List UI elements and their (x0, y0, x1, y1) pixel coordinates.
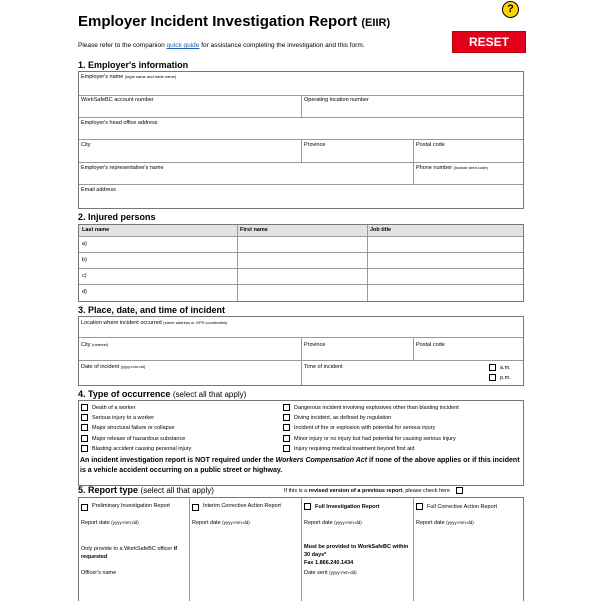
col-job-title: Job title (367, 225, 523, 236)
account-number-field[interactable]: WorkSafeBC account number (81, 97, 154, 103)
interim-report-date-field[interactable]: Report date (yyyy-mm-dd) (192, 520, 250, 526)
prelim-report-checkbox[interactable]: Preliminary Investigation Report (81, 503, 185, 511)
incident-city-field[interactable]: City (nearest) (81, 342, 109, 348)
section-report-type-title: 5. Report type (select all that apply) (78, 485, 214, 495)
prelim-report-date-field[interactable]: Report date (yyyy-mm-dd) (81, 520, 139, 526)
must-provide-note: Must be provided to WorkSafeBC within 30 days* Fax 1.866.240.1434 (304, 544, 409, 566)
intro-text: Please refer to the companion quick guide for assistance completing the investigation and this form. (78, 42, 365, 49)
col-first-name: First name (237, 225, 367, 236)
location-number-field[interactable]: Operating location number (304, 97, 369, 103)
form-code: (EIIR) (361, 17, 391, 29)
location-field[interactable]: Location where incident occurred (street address or GPS coordinates) (81, 320, 228, 326)
revised-report-checkbox[interactable]: If this is a revised version of a previous report, please check here (284, 487, 467, 494)
occurrence-checkbox[interactable]: Dangerous incident involving explosives other than blasting incident (283, 403, 459, 413)
phone-field[interactable]: Phone number (include area code) (416, 165, 488, 171)
page-title: Employer Incident Investigation Report (EIIR) (78, 13, 391, 30)
section-injured-title: 2. Injured persons (78, 212, 156, 222)
pm-checkbox[interactable]: p.m. (489, 374, 511, 381)
employer-info-box (78, 71, 524, 209)
interim-report-checkbox[interactable]: Interim Corrective Action Report (192, 503, 296, 511)
head-office-field[interactable]: Employer's head office address (81, 120, 158, 126)
table-row[interactable]: d) (82, 289, 87, 295)
officer-name-field[interactable]: Officer's name (81, 570, 117, 576)
am-checkbox[interactable]: a.m. (489, 364, 511, 371)
occurrence-checkbox[interactable]: Injury requiring medical treatment beyond first aid (283, 444, 414, 454)
occurrence-checkbox[interactable]: Serious injury to a worker (81, 413, 154, 423)
section-place-title: 3. Place, date, and time of incident (78, 305, 226, 315)
injured-persons-table (78, 224, 524, 302)
incident-time-field[interactable]: Time of incident (304, 364, 343, 370)
only-provide-note: Only provide to a WorkSafeBC officer if requested (81, 546, 178, 560)
province-field[interactable]: Province (304, 142, 326, 148)
full-report-checkbox[interactable]: Full Investigation Report (304, 503, 412, 510)
occurrence-checkbox[interactable]: Major structural failure or collapse (81, 423, 175, 433)
section-employer-title: 1. Employer's information (78, 60, 189, 70)
incident-postal-field[interactable]: Postal code (416, 342, 445, 348)
col-last-name: Last name (79, 225, 237, 236)
email-field[interactable]: Email address (81, 187, 116, 193)
help-icon[interactable]: ? (502, 1, 519, 18)
incident-date-field[interactable]: Date of incident (yyyy-mm-dd) (81, 364, 146, 370)
report-type-box (78, 497, 524, 601)
postal-code-field[interactable]: Postal code (416, 142, 445, 148)
table-row[interactable]: b) (82, 257, 87, 263)
occurrence-checkbox[interactable]: Blasting accident causing personal injury (81, 444, 191, 454)
full-corrective-report-checkbox[interactable]: Full Corrective Action Report (416, 503, 522, 510)
occurrence-checkbox[interactable]: Incident of fire or explosion with potential for serious injury (283, 423, 435, 433)
quick-guide-link[interactable]: quick guide (166, 42, 200, 49)
section-occurrence-title: 4. Type of occurrence (select all that apply) (78, 389, 247, 399)
reset-button[interactable]: RESET (452, 31, 526, 53)
full-corrective-date-field[interactable]: Report date (yyyy-mm-dd) (416, 520, 474, 526)
table-row[interactable]: a) (82, 241, 87, 247)
date-sent-field[interactable]: Date sent (yyyy-mm-dd) (304, 570, 357, 576)
occurrence-checkbox[interactable]: Minor injury or no injury but had potential for causing serious injury (283, 434, 456, 444)
employer-name-field[interactable]: Employer's name (legal name and trade name) (81, 74, 177, 80)
full-report-date-field[interactable]: Report date (yyyy-mm-dd) (304, 520, 362, 526)
occurrence-note: An incident investigation report is NOT required under the Workers Compensation Act if none of the above applies or if this incident is a vehicle accident occurring on a public street or highway. (80, 457, 520, 474)
occurrence-checkbox[interactable]: Major release of hazardous substance (81, 434, 185, 444)
incident-province-field[interactable]: Province (304, 342, 326, 348)
place-date-box (78, 316, 524, 386)
occurrence-checkbox[interactable]: Diving incident, as defined by regulation (283, 413, 391, 423)
rep-name-field[interactable]: Employer's representative's name (81, 165, 164, 171)
table-row[interactable]: c) (82, 273, 87, 279)
occurrence-checkbox[interactable]: Death of a worker (81, 403, 135, 413)
city-field[interactable]: City (81, 142, 91, 148)
